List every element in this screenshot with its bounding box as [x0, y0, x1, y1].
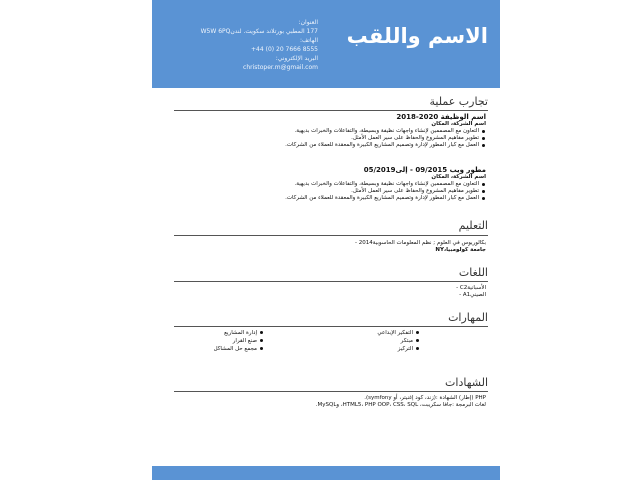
list-item: التفكير الإبداعي	[377, 329, 420, 337]
job-2-title: مطور ويب 09/2015 - إلى05/2019	[363, 166, 486, 174]
skills-heading: المهارات	[448, 311, 488, 324]
skills-right-column	[377, 329, 420, 353]
phone-value: +44 (0) 20 7666 8555	[251, 46, 318, 53]
list-item: التعاون مع المصممين لإنشاء واجهات نظيفة وبسيطة، والتفاعلات والخبرات بديهية.	[285, 181, 486, 188]
list-item: تطوير مفاهيم المشروع والحفاظ على سير العمل الأمثل.	[285, 188, 486, 195]
language-item: الأسبانيةC2 -	[456, 285, 486, 291]
contact-block	[200, 18, 318, 72]
education-heading: التعليم	[458, 219, 488, 232]
footer-band	[152, 466, 500, 480]
certification-line-2: لغات البرمجة :جافا سكريبت، HTML5، PHP OOP، CSS، SQL، وMySQL.	[315, 402, 486, 408]
job-2-company: اسم الشركة، المكان	[431, 174, 486, 180]
skills-left-column	[214, 329, 264, 353]
experience-heading: تجارب عملية	[429, 95, 488, 108]
address-value: 177 المطبي بورتلاند سكويت. لندنW5W 6PQ	[200, 28, 318, 35]
list-item: إدارة المشاريع	[214, 329, 264, 337]
list-item: العمل مع كبار المطور لإدارة وتصميم المشاريع الكبيرة والمعقدة للعملاء من الشركات.	[285, 142, 486, 149]
languages-block	[456, 285, 486, 299]
certifications-heading: الشهادات	[445, 376, 488, 389]
education-block	[355, 240, 486, 254]
job-1	[285, 114, 486, 149]
full-name: الاسم واللقب	[346, 24, 488, 48]
address-label: العنوان:	[298, 19, 318, 26]
list-item: العمل مع كبار المطور لإدارة وتصميم المشاريع الكبيرة والمعقدة للعملاء من الشركات.	[285, 195, 486, 202]
experience-divider	[174, 110, 488, 111]
education-degree: بكالوريوس في العلوم ; نظم المعلومات الحاسوبية2014 -	[355, 240, 486, 246]
languages-divider	[174, 281, 488, 282]
job-1-company: اسم الشركة، المكان	[431, 121, 486, 127]
skills-divider	[174, 326, 488, 327]
certifications-block	[316, 395, 486, 409]
languages-heading: اللغات	[458, 266, 488, 279]
education-school: جامعة كولومبيا،NY	[435, 247, 486, 253]
list-item: مجمع حل المشاكل	[214, 345, 264, 353]
resume-page	[152, 0, 500, 480]
certification-line-1: PHP (إطار) الشهادة :(زند، كود إغنيتر، أو symfony).	[364, 395, 486, 401]
phone-label: الهاتف:	[300, 37, 318, 44]
list-item: صنع القرار	[214, 337, 264, 345]
list-item: التركيز	[377, 345, 420, 353]
job-1-bullets	[285, 128, 486, 149]
list-item: مبتكر	[377, 337, 420, 345]
certifications-divider	[174, 391, 488, 392]
language-item: الصينيA1 -	[459, 292, 486, 298]
header-band	[152, 0, 500, 88]
education-divider	[174, 235, 488, 236]
email-label: البريد الإلكتروني:	[275, 55, 318, 62]
list-item: التعاون مع المصممين لإنشاء واجهات نظيفة وبسيطة، والتفاعلات والخبرات بديهية.	[285, 128, 486, 135]
list-item: تطوير مفاهيم المشروع والحفاظ على سير العمل الأمثل.	[285, 135, 486, 142]
job-2-bullets	[285, 181, 486, 202]
job-1-title: اسم الوظيفة 2020-2018	[396, 113, 486, 121]
email-value[interactable]: christoper.m@gmail.com	[243, 64, 318, 71]
job-2	[285, 167, 486, 202]
